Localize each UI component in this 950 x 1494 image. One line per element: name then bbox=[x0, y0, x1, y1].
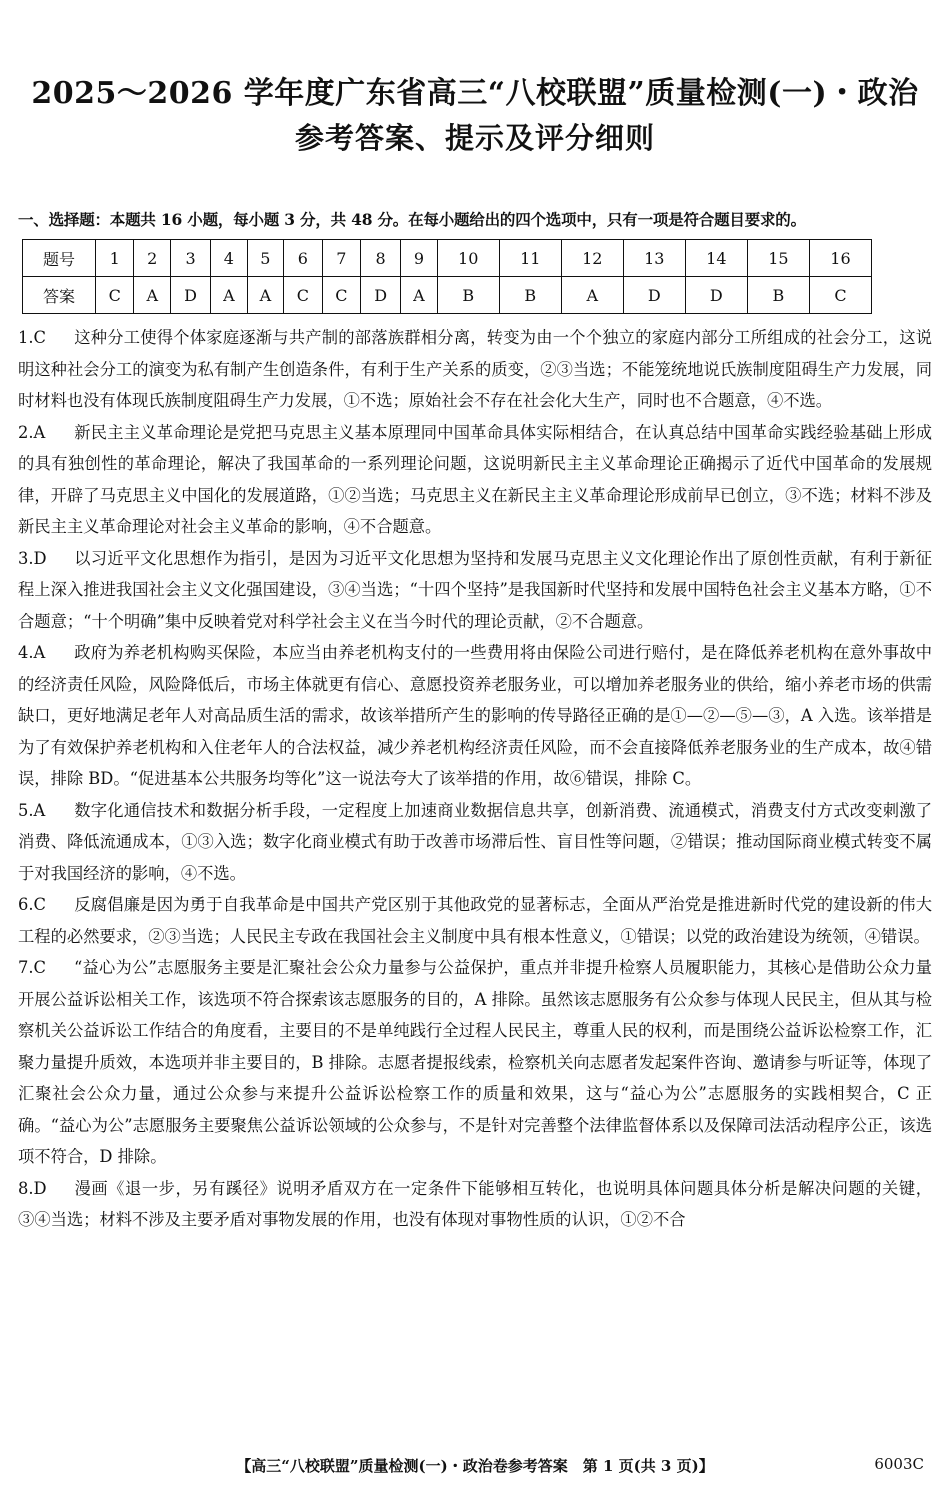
document-subtitle: 参考答案、提示及评分细则 bbox=[294, 121, 655, 155]
item-text: 反腐倡廉是因为勇于自我革命是中国共产党区别于其他政党的显著标志，全面从严治党是推进新时代党的建设新的伟大工程的必然要求，②③当选；人民民主专政在我国社会主义制度中具有根本性意义，①错误；以党的政治建设为统领，④错误。 bbox=[18, 895, 932, 946]
table-cell: 15 bbox=[747, 240, 809, 277]
table-cell: B bbox=[499, 277, 561, 314]
answer-table bbox=[22, 239, 872, 314]
section-heading: 一、选择题：本题共 16 小题，每小题 3 分，共 48 分。在每小题给出的四个选项中，只有一项是符合题目要求的。 bbox=[18, 210, 806, 229]
table-cell: 6 bbox=[284, 240, 322, 277]
table-cell: 5 bbox=[247, 240, 283, 277]
footer-code: 6003C bbox=[874, 1455, 924, 1473]
table-cell: C bbox=[809, 277, 871, 314]
table-cell: 12 bbox=[561, 240, 623, 277]
table-cell: 10 bbox=[437, 240, 499, 277]
item-number: 1.C bbox=[18, 328, 46, 347]
table-cell: 11 bbox=[499, 240, 561, 277]
table-cell: B bbox=[747, 277, 809, 314]
item-number: 8.D bbox=[18, 1178, 47, 1198]
table-cell: C bbox=[322, 277, 360, 314]
item-text: 这种分工使得个体家庭逐渐与共产制的部落族群相分离，转变为由一个个独立的家庭内部分工所组成的社会分工，这说明这种社会分工的演变为私有制产生创造条件，有利于生产关系的质变，②③当选；不能笼统地说氏族制度阻碍生产力发展，同时材料也没有体现氏族制度阻碍生产力发展，①不选；原始社会不存在社会化大生产，同时也不合题意，④不选。 bbox=[18, 328, 932, 410]
page-footer bbox=[0, 1455, 950, 1481]
table-cell: 7 bbox=[322, 240, 360, 277]
explanation-item bbox=[18, 952, 932, 1173]
table-cell: D bbox=[623, 277, 685, 314]
answer-table-answer-row bbox=[23, 277, 872, 314]
table-cell: 14 bbox=[685, 240, 747, 277]
item-number: 2.A bbox=[18, 422, 46, 442]
table-header-cell: 题号 bbox=[23, 240, 96, 277]
item-number: 3.D bbox=[18, 548, 47, 568]
table-cell: B bbox=[437, 277, 499, 314]
explanation-list bbox=[18, 322, 932, 1236]
table-cell: A bbox=[401, 277, 437, 314]
item-text: 新民主主义革命理论是党把马克思主义基本原理同中国革命具体实际相结合，在认真总结中国革命实践经验基础上形成的具有独创性的革命理论，解决了我国革命的一系列理论问题，这说明新民主主义革命理论正确揭示了近代中国革命的发展规律，开辟了马克思主义中国化的发展道路，①②当选；马克思主义在新民主主义革命理论形成前早已创立，③不选；材料不涉及新民主主义革命理论对社会主义革命的影响，④不合题意。 bbox=[18, 422, 932, 536]
table-cell: D bbox=[685, 277, 747, 314]
item-number: 6.C bbox=[18, 895, 46, 914]
table-cell: D bbox=[170, 277, 210, 314]
explanation-item bbox=[18, 417, 932, 543]
table-cell: 8 bbox=[361, 240, 401, 277]
explanation-item bbox=[18, 543, 932, 638]
table-cell: 3 bbox=[170, 240, 210, 277]
table-cell: A bbox=[247, 277, 283, 314]
table-cell: 2 bbox=[134, 240, 170, 277]
explanation-item bbox=[18, 795, 932, 890]
table-cell: 13 bbox=[623, 240, 685, 277]
explanation-item bbox=[18, 889, 932, 952]
item-text: 数字化通信技术和数据分析手段，一定程度上加速商业数据信息共享，创新消费、流通模式，消费支付方式改变刺激了消费、降低流通成本，①③入选；数字化商业模式有助于改善市场滞后性、盲目性等问题，②错误；推动国际商业模式转变不属于对我国经济的影响，④不选。 bbox=[18, 800, 932, 883]
item-text: 漫画《退一步，另有蹊径》说明矛盾双方在一定条件下能够相互转化，也说明具体问题具体分析是解决问题的关键，③④当选；材料不涉及主要矛盾对事物发展的作用，也没有体现对事物性质的认识，①②不合 bbox=[18, 1178, 932, 1229]
item-text: “益心为公”志愿服务主要是汇聚社会公众力量参与公益保护，重点并非提升检察人员履职能力，其核心是借助公众力量开展公益诉讼相关工作，该选项不符合探索该志愿服务的目的，A 排除。虽然该志愿服务有公众参与体现人民民主，但从其与检察机关公益诉讼工作结合的角度看，主要目的不是单纯践行全过程人民民主，尊重人民的权利，而是围绕公益诉讼检察工作，汇聚力量提升质效，本选项并非主要目的，B 排除。志愿者提报线索，检察机关向志愿者发起案件咨询、邀请参与听证等，体现了汇聚社会公众力量，通过公众参与来提升公益诉讼检察工作的质量和效果，这与“益心为公”志愿服务的实践相契合，C 正确。“益心为公”志愿服务主要聚焦公益诉讼领域的公众参与，不是针对完善整个法律监督体系以及保障司法活动程序公正，该选项不符合，D 排除。 bbox=[18, 958, 932, 1166]
table-cell: A bbox=[561, 277, 623, 314]
table-cell: 16 bbox=[809, 240, 871, 277]
table-header-cell: 答案 bbox=[23, 277, 96, 314]
table-cell: C bbox=[284, 277, 322, 314]
item-text: 政府为养老机构购买保险，本应当由养老机构支付的一些费用将由保险公司进行赔付，是在降低养老机构在意外事故中的经济责任风险，风险降低后，市场主体就更有信心、意愿投资养老服务业，可以增加养老服务业的供给，缩小养老市场的供需缺口，更好地满足老年人对高品质生活的需求，故该举措所产生的影响的传导路径正确的是①—②—⑤—③，A 入选。该举措是为了有效保护养老机构和入住老年人的合法权益，减少养老机构经济责任风险，而不会直接降低养老服务业的生产成本，故④错误，排除 BD。“促进基本公共服务均等化”这一说法夸大了该举措的作用，故⑥错误，排除 C。 bbox=[18, 643, 932, 788]
explanation-item bbox=[18, 322, 932, 417]
item-text: 以习近平文化思想作为指引，是因为习近平文化思想为坚持和发展马克思主义文化理论作出了原创性贡献，有利于新征程上深入推进我国社会主义文化强国建设，③④当选；“十四个坚持”是我国新时代坚持和发展中国特色社会主义基本方略，①不合题意；“十个明确”集中反映着党对科学社会主义在当今时代的理论贡献，②不合题意。 bbox=[18, 548, 932, 631]
answer-table-number-row bbox=[23, 240, 872, 277]
item-number: 7.C bbox=[18, 958, 46, 977]
table-cell: D bbox=[361, 277, 401, 314]
table-cell: C bbox=[96, 277, 134, 314]
explanation-item bbox=[18, 637, 932, 795]
document-title: 2025～2026 学年度广东省高三“八校联盟”质量检测(一)・政治 bbox=[31, 76, 919, 111]
footer-text: 【高三“八校联盟”质量检测(一)・政治卷参考答案 第 1 页(共 3 页)】 bbox=[236, 1457, 714, 1475]
table-cell: A bbox=[211, 277, 247, 314]
explanation-item bbox=[18, 1173, 932, 1236]
item-number: 4.A bbox=[18, 643, 46, 662]
table-cell: 1 bbox=[96, 240, 134, 277]
item-number: 5.A bbox=[18, 800, 46, 820]
table-cell: A bbox=[134, 277, 170, 314]
table-cell: 4 bbox=[211, 240, 247, 277]
table-cell: 9 bbox=[401, 240, 437, 277]
